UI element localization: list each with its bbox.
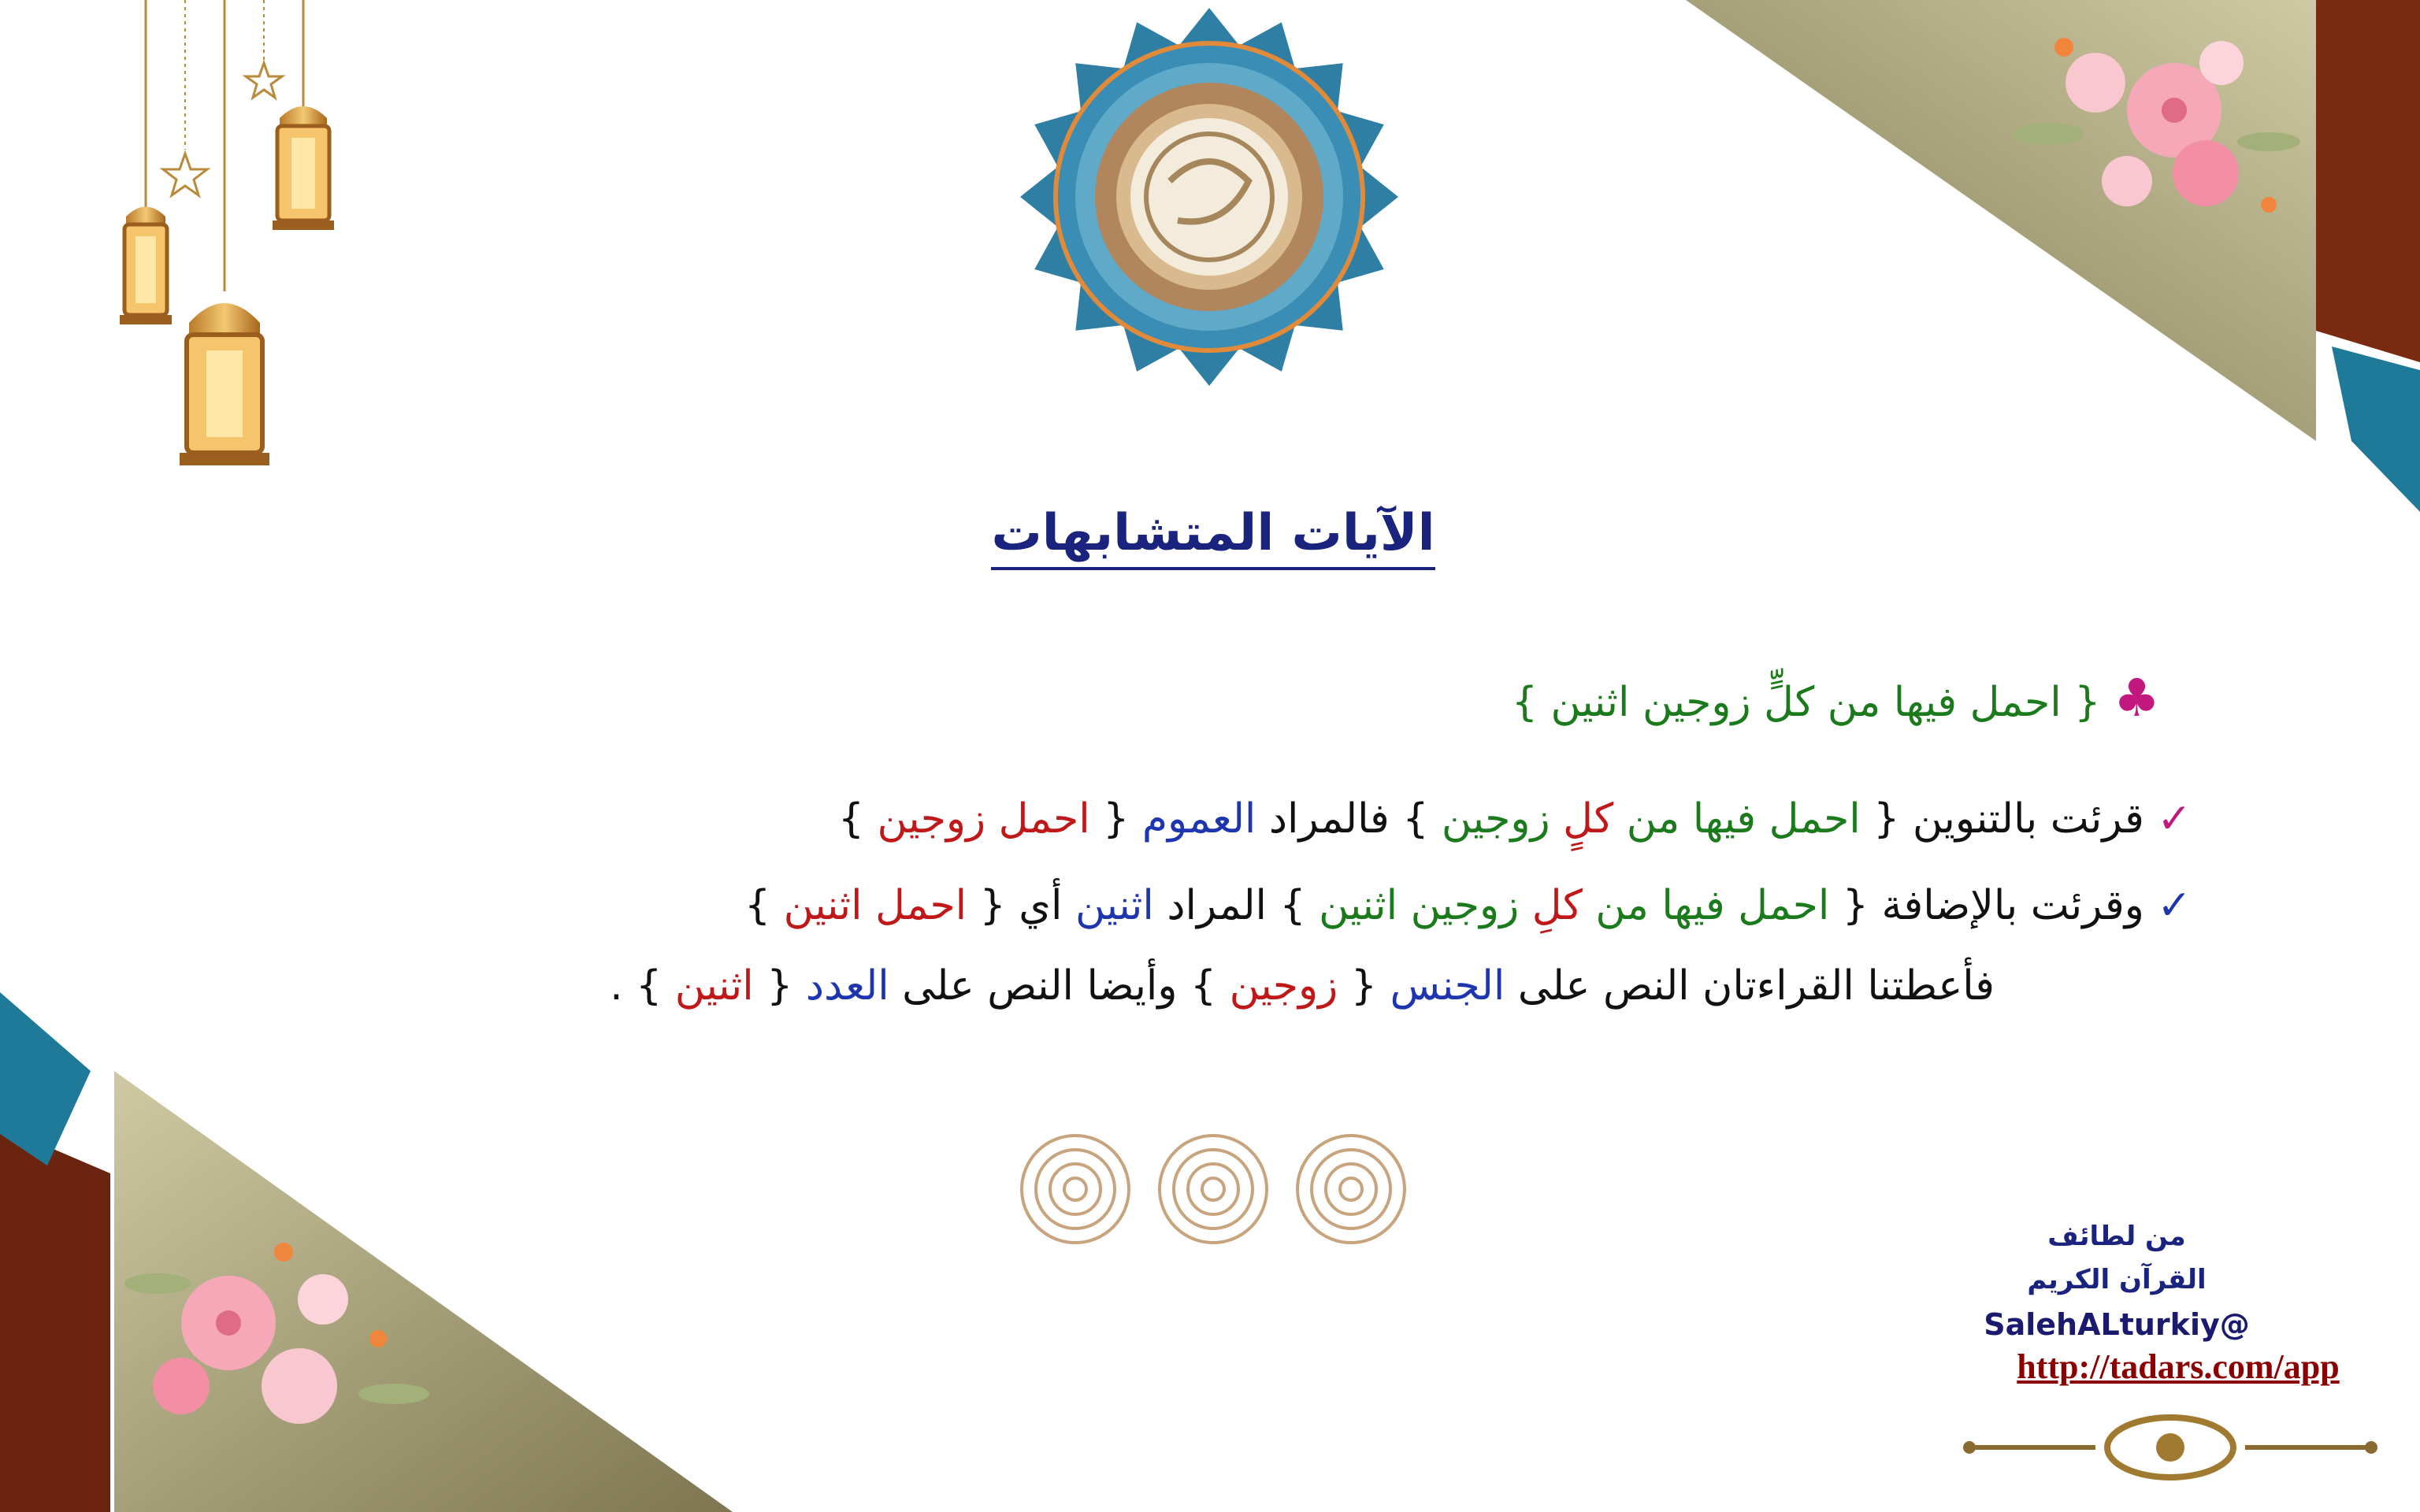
explanation-line-2 xyxy=(744,882,2192,929)
rosette-icon xyxy=(1297,1136,1405,1243)
text-segment: { xyxy=(1338,962,1390,1010)
text-segment: قرئت بالتنوين { xyxy=(1873,795,2144,843)
credit-handle: @SalehALturkiy xyxy=(1984,1307,2250,1342)
highlight-segment: زوجين xyxy=(1229,962,1338,1010)
keyword-segment: العدد xyxy=(805,962,889,1010)
page-title xyxy=(985,504,1442,562)
text-segment: } xyxy=(837,795,878,843)
highlight-segment: اثنين xyxy=(674,962,754,1010)
heading-verse xyxy=(1512,668,2160,728)
rosette-icon xyxy=(1022,1136,1129,1243)
credit-line-2: القرآن الكريم xyxy=(2027,1264,2207,1295)
star-icon xyxy=(246,63,282,98)
ornament-divider-icon xyxy=(1963,1418,2377,1477)
keyword-segment: العموم xyxy=(1129,795,1256,843)
text-segment: } وأيضا النص على xyxy=(889,962,1230,1010)
credit-url-link[interactable]: http://tadars.com/app xyxy=(2017,1347,2340,1386)
corner-brown-top-right xyxy=(2316,0,2420,362)
text-segment: أي { xyxy=(967,882,1075,929)
explanation-line-1 xyxy=(838,795,2192,843)
lantern-icon xyxy=(273,0,334,230)
rosette-icon xyxy=(1160,1136,1267,1243)
explanation-line-3 xyxy=(610,962,1995,1010)
verse-segment: احمل فيها من xyxy=(1582,882,1843,929)
logo-seal-icon xyxy=(1020,8,1398,386)
text-segment: وقرئت بالإضافة { xyxy=(1842,882,2144,929)
text-segment: { xyxy=(753,962,806,1010)
text-segment: } xyxy=(744,882,784,929)
highlight-segment: احمل زوجين xyxy=(877,795,1090,843)
checkmark-icon: ✓ xyxy=(2157,882,2192,929)
page-title-text: الآيات المتشابهات xyxy=(991,504,1435,570)
checkmark-icon: ✓ xyxy=(2157,795,2192,843)
star-icon xyxy=(163,154,207,195)
text-segment: } . xyxy=(610,962,675,1010)
text-segment: } فالمراد xyxy=(1256,795,1429,843)
keyword-segment: اثنين xyxy=(1075,882,1154,929)
club-icon: ♣ xyxy=(2113,668,2160,728)
highlight-segment: احمل اثنين xyxy=(783,882,967,929)
corner-brown-bottom-left xyxy=(0,1126,110,1512)
verse-segment: زوجين xyxy=(1428,795,1564,843)
verse-segment: احمل فيها من xyxy=(1613,795,1874,843)
verse-segment: زوجين اثنين xyxy=(1305,882,1532,929)
highlight-segment: كلٍ xyxy=(1563,795,1614,843)
heading-verse-text: { احمل فيها من كلٍّ زوجين اثنين } xyxy=(1511,679,2101,726)
highlight-segment: كلِ xyxy=(1531,882,1583,929)
lantern-icon xyxy=(180,0,269,465)
corner-teal-bottom-left xyxy=(0,992,91,1166)
credit-line-1: من لطائف xyxy=(2047,1221,2186,1252)
text-segment: فأعطتنا القراءتان النص على xyxy=(1505,962,1995,1010)
lantern-icon xyxy=(120,0,172,324)
keyword-segment: الجنس xyxy=(1390,962,1505,1010)
corner-teal-top-right xyxy=(2332,346,2420,512)
text-segment: } المراد xyxy=(1153,882,1306,929)
text-segment: { xyxy=(1089,795,1130,843)
